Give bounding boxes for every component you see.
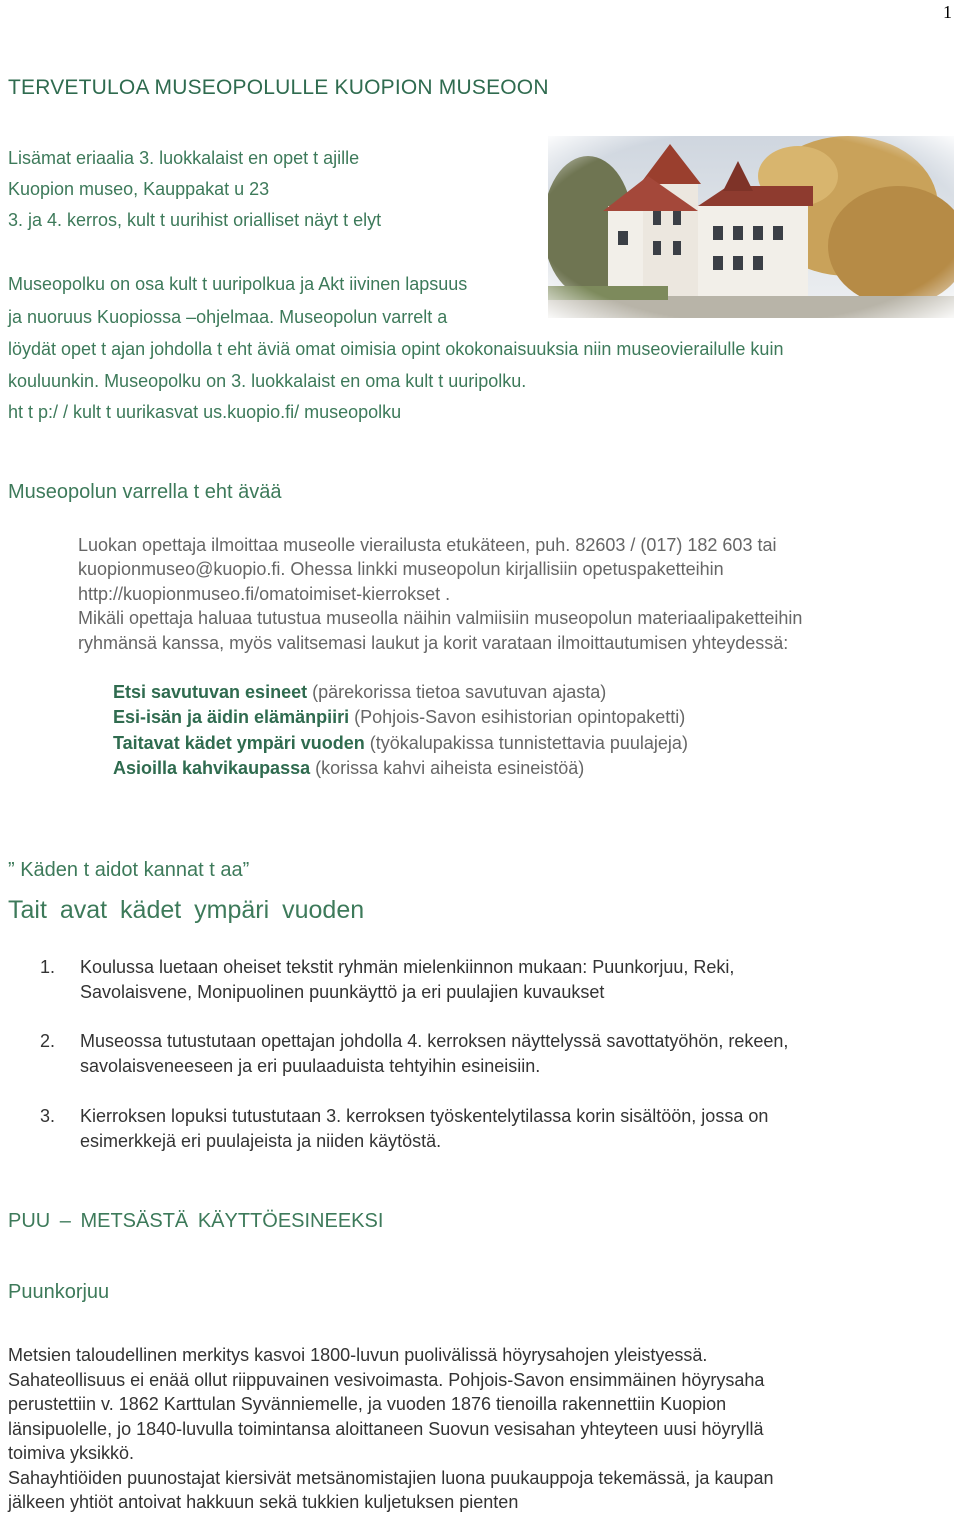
intro-line: Kuopion museo, Kauppakat u 23 bbox=[8, 179, 270, 199]
step-text: savolaisveneeseen ja eri puulaaduista tehtyihin esineisiin. bbox=[80, 1055, 541, 1076]
step-number: 3. bbox=[40, 1106, 56, 1126]
step-item bbox=[40, 1104, 940, 1154]
subsection-heading: Puunkorjuu bbox=[8, 1281, 110, 1303]
body-line: Sahateollisuus ei enää ollut riippuvainen vesivoimasta. Pohjois-Savon ensimmäinen höyrysaha bbox=[8, 1370, 765, 1390]
step-text: esimerkkejä eri puulajeista ja niiden käytöstä. bbox=[80, 1130, 442, 1151]
package-item bbox=[113, 705, 685, 731]
page-title: TERVETULOA MUSEOPOLULLE KUOPION MUSEOON bbox=[8, 76, 549, 99]
info-line: Luokan opettaja ilmoittaa museolle vierailusta etukäteen, puh. 82603 / (017) 182 603 tai bbox=[78, 535, 777, 555]
intro-line: kouluunkin. Museopolku on 3. luokkalaist en oma kult t uuripolku. bbox=[8, 371, 527, 391]
body-line: perustettiin v. 1862 Karttulan Syvänniemelle, ja vuoden 1876 tienoilla rakennettiin Kuopion bbox=[8, 1394, 727, 1414]
body-line: Sahayhtiöiden puunostajat kiersivät metsänomistajien luona puukauppoja tekemässä, ja kaupan bbox=[8, 1468, 774, 1488]
info-line: kuopionmuseo@kuopio.fi. Ohessa linkki museopolun kirjallisiin opetuspaketteihin bbox=[78, 559, 724, 579]
package-item bbox=[113, 756, 584, 782]
info-line: http://kuopionmuseo.fi/omatoimiset-kierrokset . bbox=[78, 584, 451, 604]
step-text: Koulussa luetaan oheiset tekstit ryhmän mielenkiinnon mukaan: Puunkorjuu, Reki, bbox=[80, 957, 735, 977]
body-line: länsipuolelle, jo 1840-luvulla toimintansa aloittaneen Suovun vesisahan yhteyteen uusi höyryllä bbox=[8, 1419, 764, 1439]
package-item bbox=[113, 680, 606, 706]
package-name: Taitavat kädet ympäri vuoden bbox=[113, 733, 365, 753]
intro-line: Lisämat eriaalia 3. luokkalaist en opet t ajille bbox=[8, 148, 360, 168]
package-desc: (työkalupakissa tunnistettavia puulajeja) bbox=[364, 733, 688, 753]
package-name: Asioilla kahvikaupassa bbox=[113, 758, 311, 778]
step-number: 1. bbox=[40, 957, 56, 977]
intro-line: löydät opet t ajan johdolla t eht äviä omat oimisia opint okokonaisuuksia niin museovierailulle kuin bbox=[8, 339, 784, 359]
intro-line: 3. ja 4. kerros, kult t uurihist orialliset näyt t elyt bbox=[8, 210, 382, 230]
package-desc: (korissa kahvi aiheista esineistöä) bbox=[310, 758, 585, 778]
package-desc: (Pohjois-Savon esihistorian opintopaketti) bbox=[349, 707, 686, 727]
section-big-title: Tait avat kädet ympäri vuoden bbox=[8, 896, 365, 924]
info-line: ryhmänsä kanssa, myös valitsemasi laukut ja korit varataan ilmoittautumisen yhteydessä: bbox=[78, 633, 789, 653]
intro-line: ja nuoruus Kuopiossa –ohjelmaa. Museopolun varrelt a bbox=[8, 307, 448, 327]
section-heading: PUU – METSÄSTÄ KÄYTTÖESINEEKSI bbox=[8, 1210, 384, 1232]
step-text: Savolaisvene, Monipuolinen puunkäyttö ja eri puulajien kuvaukset bbox=[80, 981, 605, 1002]
quote-line: ” Käden t aidot kannat t aa” bbox=[8, 859, 250, 881]
info-line: Mikäli opettaja haluaa tutustua museolla näihin valmiisiin museopolun materiaalipaketteihin bbox=[78, 608, 803, 628]
body-line: toimiva yksikkö. bbox=[8, 1443, 135, 1463]
step-number: 2. bbox=[40, 1031, 56, 1051]
package-desc: (pärekorissa tietoa savutuvan ajasta) bbox=[307, 682, 607, 702]
body-line: Metsien taloudellinen merkitys kasvoi 1800-luvun puolivälissä höyrysahojen yleistyessä. bbox=[8, 1345, 708, 1365]
package-name: Etsi savutuvan esineet bbox=[113, 682, 308, 702]
step-item bbox=[40, 1029, 940, 1079]
step-item bbox=[40, 955, 940, 1005]
museum-building-photo bbox=[548, 136, 954, 318]
museopolku-link[interactable]: ht t p:/ / kult t uurikasvat us.kuopio.fi/ museopolku bbox=[8, 402, 402, 422]
body-line: jälkeen yhtiöt antoivat hakkuun sekä tukkien kuljetuksen pienten bbox=[8, 1492, 519, 1512]
page-number: 1 bbox=[943, 2, 952, 22]
step-text: Kierroksen lopuksi tutustutaan 3. kerroksen työskentelytilassa korin sisältöön, jossa on bbox=[80, 1106, 769, 1126]
package-item bbox=[113, 731, 688, 757]
step-text: Museossa tutustutaan opettajan johdolla 4. kerroksen näyttelyssä savottatyöhön, rekeen, bbox=[80, 1031, 789, 1051]
intro-line: Museopolku on osa kult t uuripolkua ja Akt iivinen lapsuus bbox=[8, 274, 468, 294]
package-name: Esi-isän ja äidin elämänpiiri bbox=[113, 707, 350, 727]
tasks-heading: Museopolun varrella t eht ävää bbox=[8, 481, 282, 503]
